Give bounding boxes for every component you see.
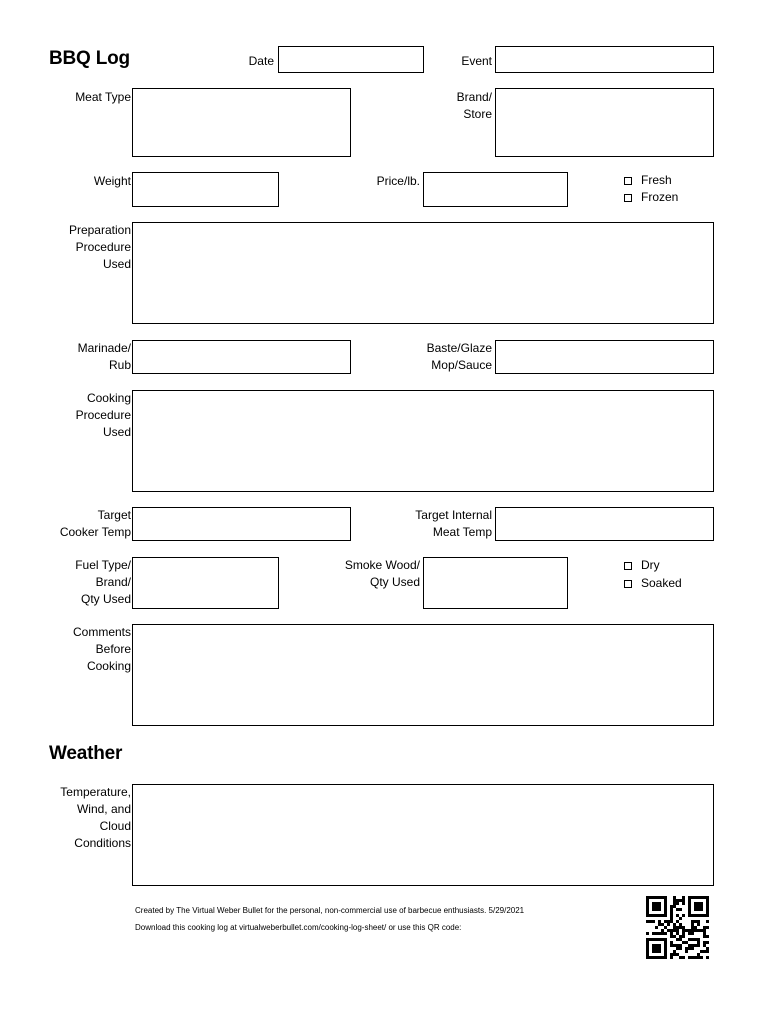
qr-module [676, 920, 679, 923]
qr-module [694, 896, 697, 899]
qr-module [697, 923, 700, 926]
qr-module [697, 902, 700, 905]
smoke-wood-field[interactable] [423, 557, 568, 609]
qr-module [652, 902, 655, 905]
qr-module [670, 941, 673, 944]
qr-module [697, 920, 700, 923]
qr-module [655, 944, 658, 947]
qr-module [691, 947, 694, 950]
qr-module [646, 920, 649, 923]
qr-module [703, 932, 706, 935]
qr-module [679, 917, 682, 920]
qr-module [646, 908, 649, 911]
qr-module [658, 905, 661, 908]
qr-module [658, 947, 661, 950]
qr-module [706, 899, 709, 902]
qr-module [676, 899, 679, 902]
qr-module [646, 905, 649, 908]
qr-module [670, 920, 673, 923]
qr-module [673, 905, 676, 908]
weather-conditions-field[interactable] [132, 784, 714, 886]
fuel-label: Fuel Type/ Brand/ Qty Used [75, 558, 131, 606]
qr-module [688, 905, 691, 908]
target-cooker-field[interactable] [132, 507, 351, 541]
qr-module [664, 908, 667, 911]
qr-module [670, 917, 673, 920]
qr-module [700, 929, 703, 932]
qr-module [691, 932, 694, 935]
qr-module [703, 914, 706, 917]
qr-module [649, 920, 652, 923]
qr-module [673, 902, 676, 905]
qr-module [688, 899, 691, 902]
qr-module [646, 950, 649, 953]
qr-module [655, 908, 658, 911]
qr-module [664, 944, 667, 947]
qr-module [694, 905, 697, 908]
qr-module [706, 956, 709, 959]
qr-module [682, 914, 685, 917]
qr-module [646, 944, 649, 947]
qr-module [646, 941, 649, 944]
qr-module [664, 938, 667, 941]
qr-module [682, 896, 685, 899]
qr-module [676, 938, 679, 941]
qr-module [658, 914, 661, 917]
qr-module [655, 905, 658, 908]
qr-module [706, 905, 709, 908]
qr-module [682, 926, 685, 929]
weight-label: Weight [93, 174, 131, 188]
qr-module [658, 938, 661, 941]
qr-module [676, 947, 679, 950]
comments-field[interactable] [132, 624, 714, 726]
qr-module [658, 902, 661, 905]
qr-module [676, 932, 679, 935]
qr-module [676, 944, 679, 947]
qr-module [673, 944, 676, 947]
qr-module [703, 896, 706, 899]
qr-module [661, 923, 664, 926]
qr-module [685, 947, 688, 950]
fresh-checkbox[interactable]: Fresh [624, 172, 672, 189]
qr-module [694, 944, 697, 947]
qr-module [667, 929, 670, 932]
fuel-field[interactable] [132, 557, 279, 609]
qr-module [694, 956, 697, 959]
preparation-field[interactable] [132, 222, 714, 324]
qr-module [661, 938, 664, 941]
cooking-label: Cooking Procedure Used [75, 391, 131, 439]
qr-module [673, 896, 676, 899]
weather-heading: Weather [49, 743, 123, 764]
qr-module [685, 941, 688, 944]
qr-module [691, 914, 694, 917]
qr-module [670, 953, 673, 956]
preparation-label: Preparation Procedure Used [68, 223, 131, 271]
marinade-field[interactable] [132, 340, 351, 374]
frozen-checkbox[interactable]: Frozen [624, 189, 678, 206]
qr-module [691, 929, 694, 932]
qr-module [664, 896, 667, 899]
qr-module [697, 953, 700, 956]
qr-module [682, 932, 685, 935]
meat-type-field[interactable] [132, 88, 351, 157]
qr-module [676, 902, 679, 905]
weight-field[interactable] [132, 172, 279, 207]
qr-module [703, 926, 706, 929]
qr-module [697, 896, 700, 899]
qr-module [673, 935, 676, 938]
qr-module [673, 950, 676, 953]
checkbox-square-icon [624, 194, 632, 202]
qr-module [646, 932, 649, 935]
qr-module [670, 935, 673, 938]
qr-module [688, 896, 691, 899]
qr-module [679, 947, 682, 950]
qr-module [700, 956, 703, 959]
qr-module [694, 938, 697, 941]
qr-module [688, 938, 691, 941]
qr-module [679, 926, 682, 929]
qr-module [679, 935, 682, 938]
marinade-label: Marinade/ Rub [77, 341, 131, 372]
qr-module [664, 920, 667, 923]
target-cooker-label: Target Cooker Temp [59, 508, 131, 539]
checkbox-square-icon [624, 562, 632, 570]
qr-module [685, 950, 688, 953]
price-field[interactable] [423, 172, 568, 207]
qr-module [688, 947, 691, 950]
qr-module [697, 929, 700, 932]
qr-module [706, 920, 709, 923]
qr-module [649, 914, 652, 917]
qr-module [688, 902, 691, 905]
qr-module [694, 902, 697, 905]
qr-module [646, 914, 649, 917]
qr-module [646, 947, 649, 950]
qr-module [682, 899, 685, 902]
qr-module [694, 920, 697, 923]
qr-module [679, 923, 682, 926]
checkbox-square-icon [624, 580, 632, 588]
qr-module [673, 923, 676, 926]
qr-module [700, 908, 703, 911]
qr-module [697, 908, 700, 911]
qr-module [646, 896, 649, 899]
qr-module [688, 914, 691, 917]
qr-module [646, 899, 649, 902]
qr-module [688, 911, 691, 914]
qr-module [682, 956, 685, 959]
qr-module [667, 920, 670, 923]
qr-module [703, 929, 706, 932]
qr-module [649, 938, 652, 941]
qr-module [658, 908, 661, 911]
qr-module [703, 944, 706, 947]
qr-module [655, 902, 658, 905]
qr-module [682, 902, 685, 905]
qr-module [679, 908, 682, 911]
qr-module [652, 947, 655, 950]
qr-module [694, 929, 697, 932]
price-label: Price/lb. [376, 174, 420, 188]
weather-conditions-label: Temperature, Wind, and Cloud Conditions [60, 785, 131, 850]
qr-module [679, 899, 682, 902]
dry-checkbox[interactable]: Dry [624, 557, 660, 574]
qr-module [652, 956, 655, 959]
qr-module [691, 956, 694, 959]
qr-module [688, 932, 691, 935]
brand-store-field[interactable] [495, 88, 714, 157]
qr-module [685, 929, 688, 932]
qr-module [670, 956, 673, 959]
qr-module [655, 896, 658, 899]
qr-module [658, 920, 661, 923]
qr-module [700, 902, 703, 905]
qr-module [691, 896, 694, 899]
qr-module [664, 914, 667, 917]
qr-module [682, 941, 685, 944]
qr-module [655, 956, 658, 959]
qr-module [655, 938, 658, 941]
qr-module [652, 905, 655, 908]
qr-module [664, 911, 667, 914]
qr-module [676, 929, 679, 932]
qr-module [667, 923, 670, 926]
qr-module [655, 914, 658, 917]
qr-module [706, 902, 709, 905]
qr-module [706, 947, 709, 950]
qr-module [697, 941, 700, 944]
qr-module [706, 926, 709, 929]
qr-module [652, 938, 655, 941]
qr-module [664, 905, 667, 908]
qr-module [673, 929, 676, 932]
qr-module [706, 914, 709, 917]
qr-module [664, 932, 667, 935]
qr-module [703, 941, 706, 944]
qr-module [691, 926, 694, 929]
qr-module [664, 899, 667, 902]
baste-field[interactable] [495, 340, 714, 374]
qr-module [661, 914, 664, 917]
qr-module [676, 953, 679, 956]
qr-module [700, 950, 703, 953]
qr-module [706, 941, 709, 944]
qr-module [664, 953, 667, 956]
qr-module [646, 953, 649, 956]
qr-module [682, 929, 685, 932]
qr-module [679, 956, 682, 959]
qr-module [706, 908, 709, 911]
qr-module [661, 956, 664, 959]
qr-module [676, 914, 679, 917]
event-field[interactable] [495, 46, 714, 73]
qr-module [670, 914, 673, 917]
qr-module [676, 908, 679, 911]
qr-module [661, 929, 664, 932]
qr-module [673, 899, 676, 902]
qr-module [688, 908, 691, 911]
brand-store-label: Brand/ Store [456, 90, 492, 121]
qr-module [697, 905, 700, 908]
qr-module [649, 956, 652, 959]
qr-module [688, 929, 691, 932]
qr-module [670, 905, 673, 908]
qr-module [652, 932, 655, 935]
qr-module [655, 926, 658, 929]
footer-credit: Created by The Virtual Weber Bullet for the personal, non-commercial use of barbecue enthusiasts. 5/29/2021 [135, 906, 525, 915]
qr-module [688, 944, 691, 947]
qr-module [652, 944, 655, 947]
qr-module [670, 929, 673, 932]
qr-module [652, 950, 655, 953]
meat-type-label: Meat Type [75, 90, 131, 104]
qr-module [673, 926, 676, 929]
qr-module [697, 938, 700, 941]
event-label: Event [461, 54, 492, 68]
qr-module [703, 935, 706, 938]
baste-label: Baste/Glaze Mop/Sauce [426, 341, 492, 372]
qr-module [703, 950, 706, 953]
qr-module [670, 911, 673, 914]
qr-module [691, 923, 694, 926]
qr-module [682, 935, 685, 938]
qr-module [673, 953, 676, 956]
qr-module [670, 908, 673, 911]
qr-module [646, 938, 649, 941]
qr-module [694, 908, 697, 911]
date-field[interactable] [278, 46, 424, 73]
qr-module [691, 920, 694, 923]
qr-module [694, 914, 697, 917]
qr-module [655, 932, 658, 935]
qr-module [706, 935, 709, 938]
qr-module [655, 947, 658, 950]
qr-module [664, 947, 667, 950]
qr-module [655, 950, 658, 953]
qr-module [658, 956, 661, 959]
checkbox-square-icon [624, 177, 632, 185]
qr-module [646, 911, 649, 914]
qr-module [700, 914, 703, 917]
qr-module [697, 956, 700, 959]
qr-module [706, 950, 709, 953]
qr-module [658, 944, 661, 947]
qr-module [697, 914, 700, 917]
qr-module [670, 932, 673, 935]
qr-module [646, 956, 649, 959]
qr-module [664, 902, 667, 905]
qr-module [658, 896, 661, 899]
qr-module [658, 923, 661, 926]
smoke-wood-label: Smoke Wood/ Qty Used [344, 558, 420, 589]
qr-module [691, 944, 694, 947]
qr-module [706, 911, 709, 914]
soaked-checkbox[interactable]: Soaked [624, 575, 682, 592]
qr-module [700, 896, 703, 899]
qr-module [688, 956, 691, 959]
qr-module [649, 896, 652, 899]
qr-module [670, 944, 673, 947]
qr-module [664, 950, 667, 953]
page-title: BBQ Log [49, 48, 130, 69]
qr-module [652, 908, 655, 911]
qr-module [706, 896, 709, 899]
qr-module [658, 950, 661, 953]
qr-module [664, 926, 667, 929]
qr-module [664, 956, 667, 959]
qr-module [676, 926, 679, 929]
qr-module [691, 938, 694, 941]
qr-module [646, 902, 649, 905]
qr-module [652, 896, 655, 899]
target-internal-label: Target Internal Meat Temp [415, 508, 492, 539]
footer-download: Download this cooking log at virtualweberbullet.com/cooking-log-sheet/ or use this QR code: [135, 923, 462, 932]
qr-module [664, 941, 667, 944]
comments-label: Comments Before Cooking [72, 625, 131, 673]
qr-code-icon [646, 896, 709, 959]
qr-module [694, 926, 697, 929]
qr-module [652, 920, 655, 923]
qr-module [679, 944, 682, 947]
qr-module [679, 938, 682, 941]
target-internal-field[interactable] [495, 507, 714, 541]
qr-module [658, 932, 661, 935]
qr-module [700, 905, 703, 908]
cooking-field[interactable] [132, 390, 714, 492]
qr-module [697, 944, 700, 947]
qr-module [661, 896, 664, 899]
qr-module [652, 914, 655, 917]
qr-module [661, 932, 664, 935]
date-label: Date [248, 54, 274, 68]
